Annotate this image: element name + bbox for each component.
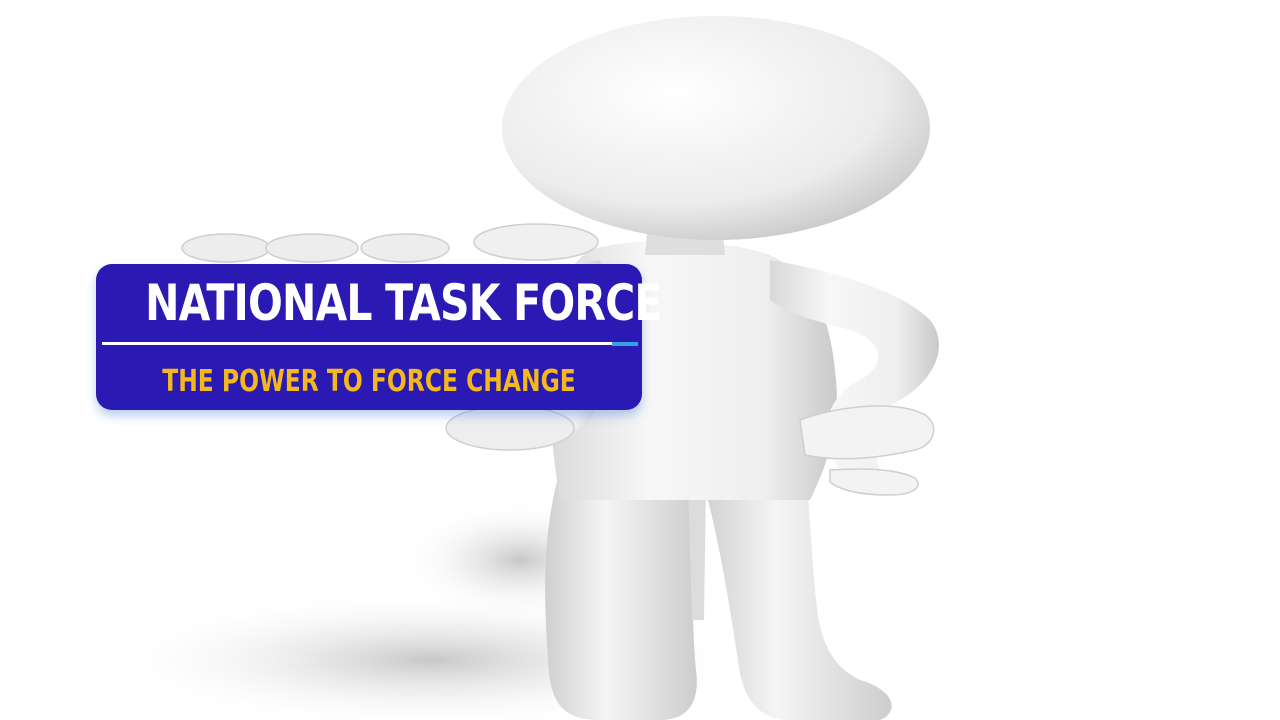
banner-title: NATIONAL TASK FORCE <box>145 274 662 332</box>
title-banner <box>96 264 662 410</box>
figure-head <box>502 16 930 255</box>
banner-divider <box>102 342 612 345</box>
banner-divider-accent <box>612 342 638 346</box>
banner-subtitle: THE POWER TO FORCE CHANGE <box>162 364 576 399</box>
